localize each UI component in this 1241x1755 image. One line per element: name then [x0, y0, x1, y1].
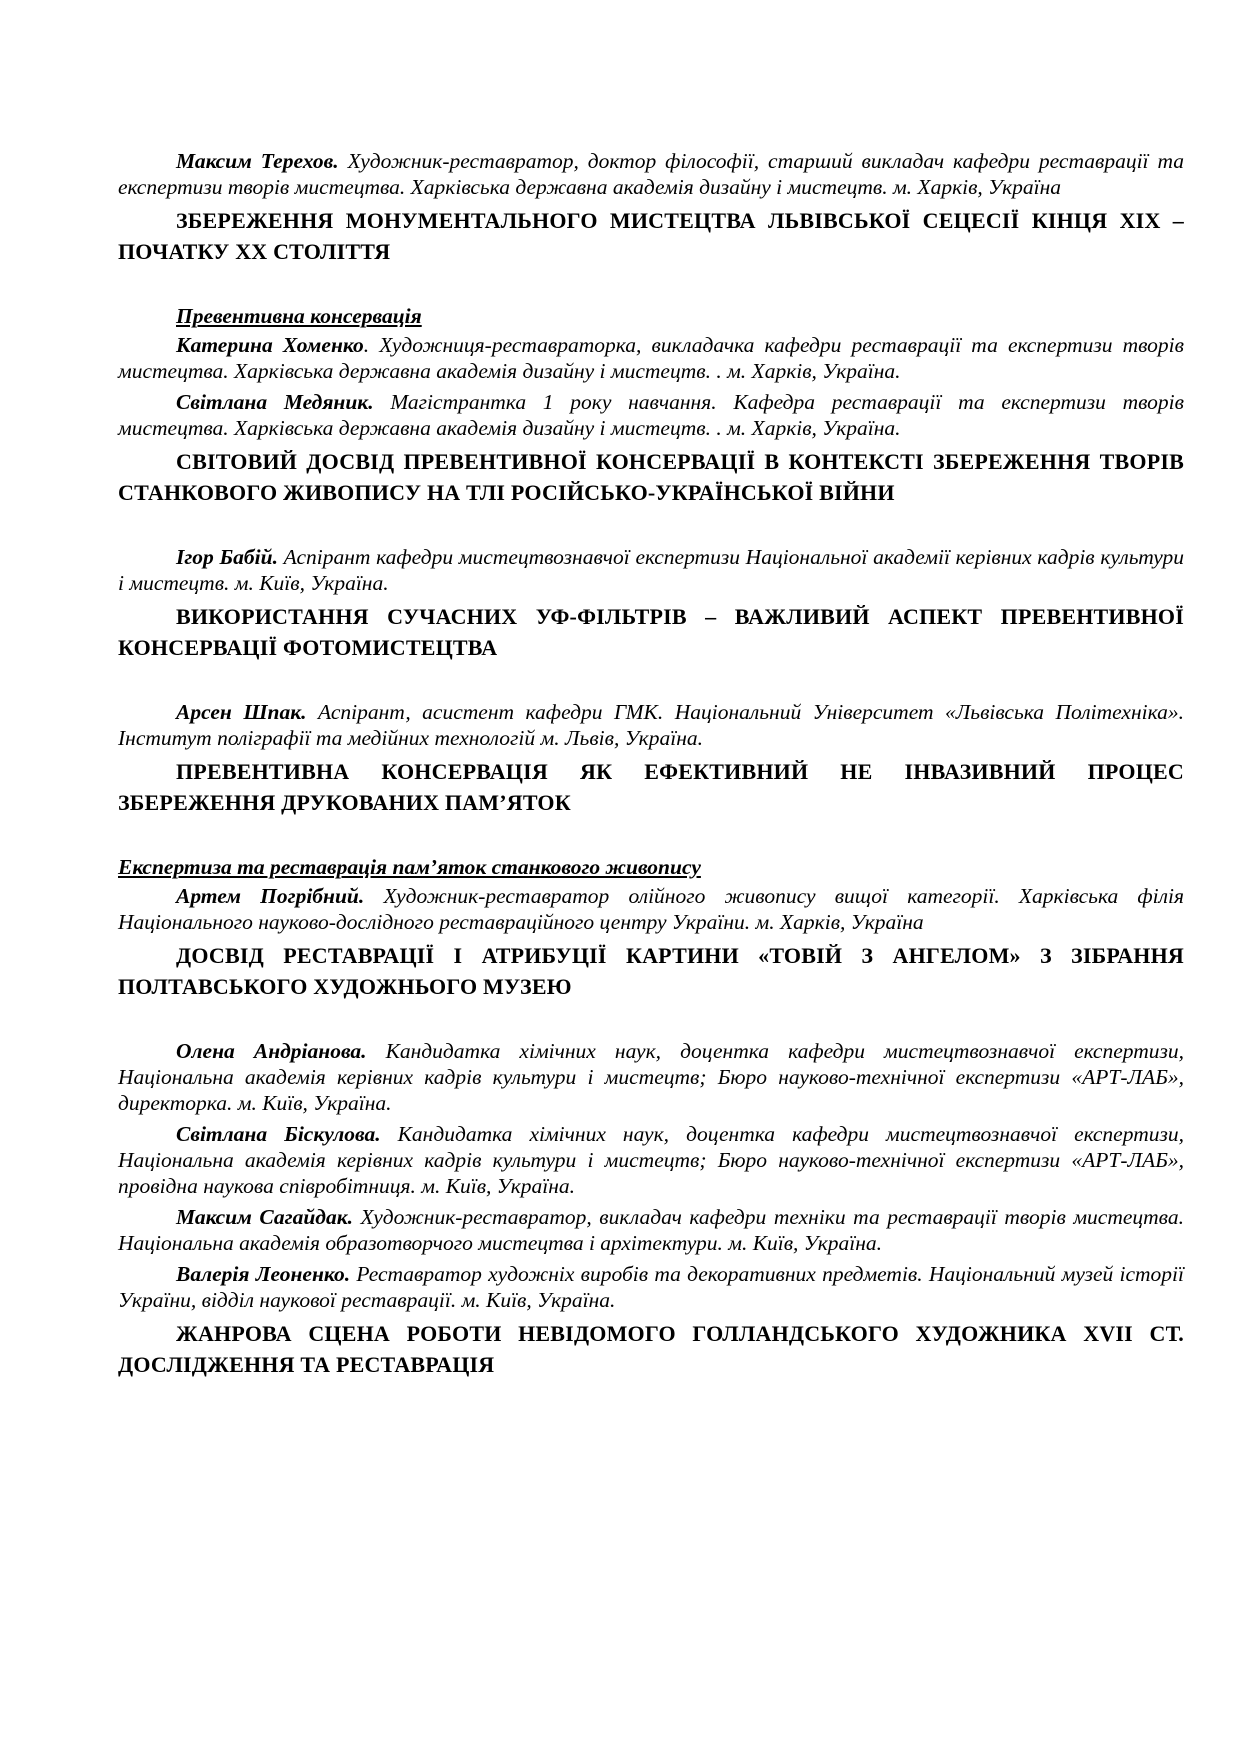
author-affiliation: Реставратор художніх виробів та декоративних предметів. Національний музей історії України, відділ наукової реставрації. м. Київ, Україна.: [118, 1262, 1185, 1312]
author-affiliation: Аспірант кафедри мистецтвознавчої експертизи Національної академії керівних кадрів культури і мистецтв. м. Київ, Україна.: [118, 545, 1184, 595]
author-entry: [118, 148, 1184, 200]
author-name: Максим Терехов.: [176, 149, 339, 173]
author-name: Артем Погрібний.: [176, 884, 365, 908]
spacer: [118, 1002, 1184, 1038]
author-entry: [118, 883, 1184, 935]
paper-title: ВИКОРИСТАННЯ СУЧАСНИХ УФ-ФІЛЬТРІВ – ВАЖЛИВИЙ АСПЕКТ ПРЕВЕНТИВНОЇ КОНСЕРВАЦІЇ ФОТОМИСТЕЦТВА: [118, 604, 1184, 660]
paper-title: ПРЕВЕНТИВНА КОНСЕРВАЦІЯ ЯК ЕФЕКТИВНИЙ НЕ ІНВАЗИВНИЙ ПРОЦЕС ЗБЕРЕЖЕННЯ ДРУКОВАНИХ ПАМ’ЯТОК: [118, 759, 1184, 815]
spacer: [118, 818, 1184, 854]
spacer: [118, 267, 1184, 303]
author-name: Арсен Шпак.: [176, 700, 307, 724]
paper-title: ДОСВІД РЕСТАВРАЦІЇ І АТРИБУЦІЇ КАРТИНИ «ТОВІЙ З АНГЕЛОМ» З ЗІБРАННЯ ПОЛТАВСЬКОГО ХУДОЖНЬОГО МУЗЕЮ: [118, 943, 1184, 999]
author-affiliation: Художник-реставратор олійного живопису вищої категорії. Харківська філія Національного науково-дослідного реставраційного центру України. м. Харків, Україна: [118, 884, 1184, 934]
author-affiliation: Художник-реставратор, доктор філософії, старший викладач кафедри реставрації та експертизи творів мистецтва. Харківська державна академія дизайну і мистецтв. м. Харків, Україна: [118, 149, 1184, 199]
author-entry: [118, 1121, 1184, 1199]
author-entry: [118, 389, 1184, 441]
paper-title: ЗБЕРЕЖЕННЯ МОНУМЕНТАЛЬНОГО МИСТЕЦТВА ЛЬВІВСЬКОЇ СЕЦЕСІЇ КІНЦЯ XIX – ПОЧАТКУ XX СТОЛІТТЯ: [118, 208, 1184, 264]
author-name: Ігор Бабій.: [176, 545, 278, 569]
author-entry: [118, 699, 1184, 751]
author-entry: [118, 544, 1184, 596]
section-heading: Експертиза та реставрація пам’яток станкового живопису: [118, 855, 701, 879]
author-name: Олена Андріанова.: [176, 1039, 367, 1063]
author-entry: [118, 1261, 1184, 1313]
author-entry: [118, 332, 1184, 384]
author-affiliation: Кандидатка хімічних наук, доцентка кафедри мистецтвознавчої експертизи, Національна академія керівних кадрів культури і мистецтв; Бюро науково-технічної експертизи «АРТ-ЛАБ», директорка. м. Київ, Україна.: [118, 1039, 1184, 1115]
author-name: Валерія Леоненко.: [176, 1262, 351, 1286]
author-affiliation: Кандидатка хімічних наук, доцентка кафедри мистецтвознавчої експертизи, Національна академія керівних кадрів культури і мистецтв; Бюро науково-технічної експертизи «АРТ-ЛАБ», провідна наукова співробітниця. м. Київ, Україна.: [118, 1122, 1184, 1198]
author-affiliation: Художник-реставратор, викладач кафедри техніки та реставрації творів мистецтва. Національна академія образотворчого мистецтва і архітектури. м. Київ, Україна.: [118, 1205, 1184, 1255]
author-entry: [118, 1038, 1184, 1116]
author-affiliation: Магістрантка 1 року навчання. Кафедра реставрації та експертизи творів мистецтва. Харківська державна академія дизайну і мистецтв. . м. Харків, Україна.: [118, 390, 1184, 440]
paper-title: ЖАНРОВА СЦЕНА РОБОТИ НЕВІДОМОГО ГОЛЛАНДСЬКОГО ХУДОЖНИКА XVII СТ. ДОСЛІДЖЕННЯ ТА РЕСТАВРАЦІЯ: [118, 1321, 1184, 1377]
document-page: [118, 148, 1184, 1380]
spacer: [118, 663, 1184, 699]
author-name: Катерина Хоменко: [176, 333, 364, 357]
author-entry: [118, 1204, 1184, 1256]
spacer: [118, 508, 1184, 544]
author-name: Світлана Біскулова.: [176, 1122, 381, 1146]
author-name: Світлана Медяник.: [176, 390, 374, 414]
author-affiliation: . Художниця-реставраторка, викладачка кафедри реставрації та експертизи творів мистецтва. Харківська державна академія дизайну і мистецтв. . м. Харків, Україна.: [118, 333, 1184, 383]
paper-title: СВІТОВИЙ ДОСВІД ПРЕВЕНТИВНОЇ КОНСЕРВАЦІЇ В КОНТЕКСТІ ЗБЕРЕЖЕННЯ ТВОРІВ СТАНКОВОГО ЖИВОПИСУ НА ТЛІ РОСІЙСЬКО-УКРАЇНСЬКОЇ ВІЙНИ: [118, 449, 1184, 505]
author-affiliation: Аспірант, асистент кафедри ГМК. Національний Університет «Львівська Політехніка». Інститут поліграфії та медійних технологій м. Львів, Україна.: [118, 700, 1184, 750]
section-heading: Превентивна консервація: [176, 304, 422, 328]
author-name: Максим Сагайдак.: [176, 1205, 353, 1229]
